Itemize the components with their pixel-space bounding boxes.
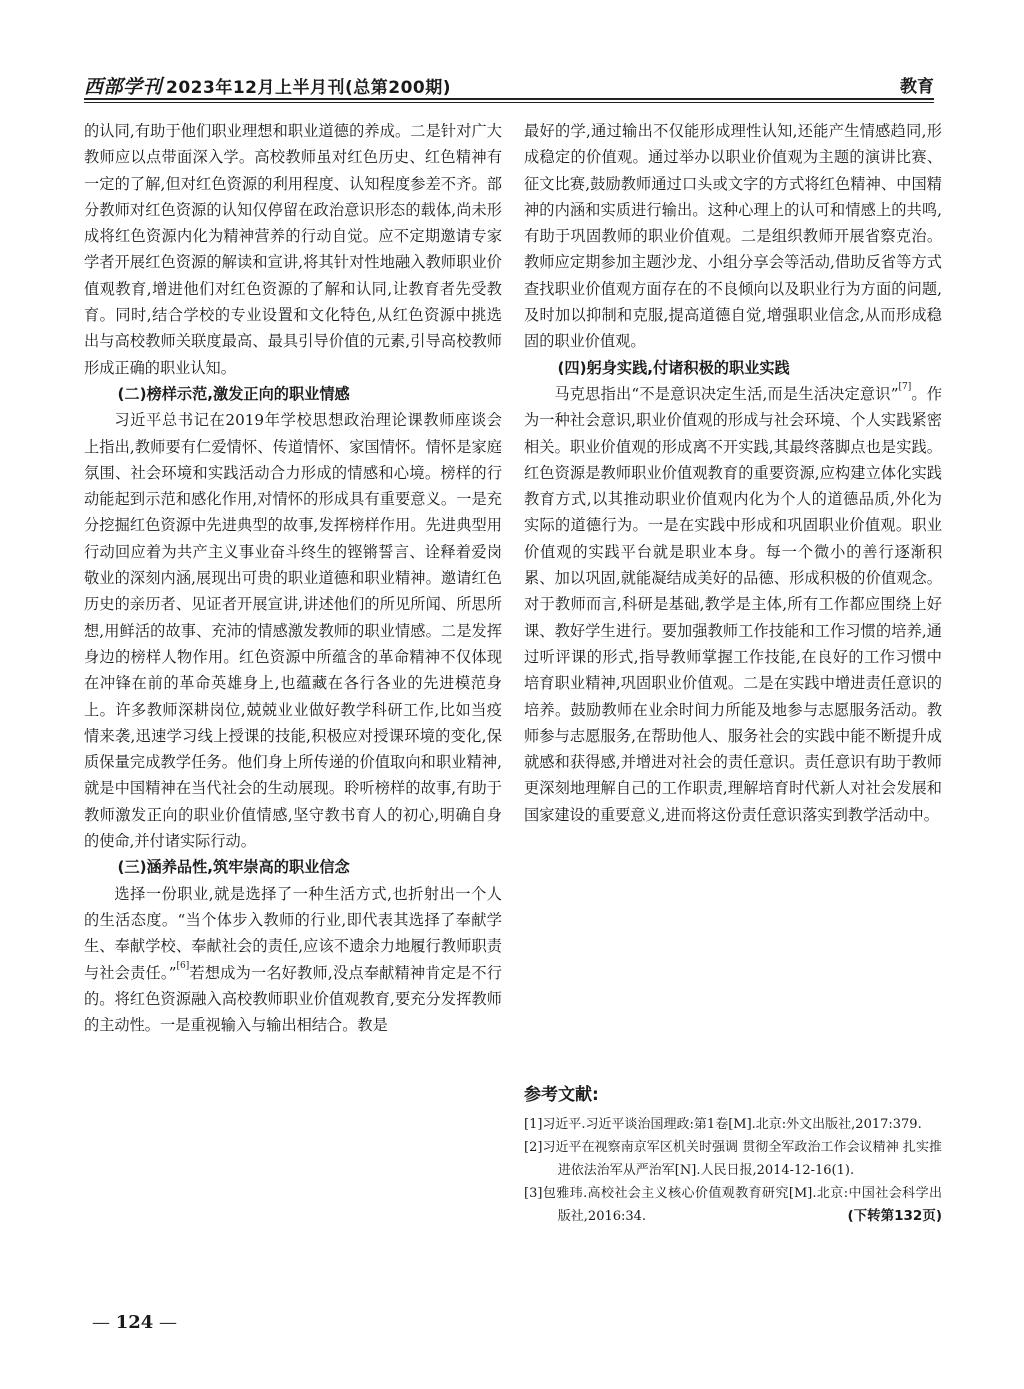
- right-column: [524, 118, 942, 828]
- page-number: — 124 —: [92, 1312, 178, 1333]
- section-heading: (二)榜样示范,激发正向的职业情感: [117, 384, 350, 403]
- continued-note: (下转第132页): [847, 1208, 942, 1224]
- header-rule-thin: [84, 102, 934, 103]
- citation-marker: [7]: [898, 381, 912, 392]
- citation-marker: [6]: [176, 960, 190, 971]
- reference-item: [1]习近平.习近平谈治国理政:第1卷[M].北京:外文出版社,2017:379.: [524, 1117, 922, 1132]
- paragraph: 马克思指出“不是意识决定生活,而是生活决定意识”[7]。作为一种社会意识,职业价值观的形成与社会环境、个人实践紧密相关。职业价值观的形成离不开实践,其最终落脚点也是实践。红色资源是教师职业价值观教育的重要资源,应构建立体化实践教育方式,以其推动职业价值观内化为个人的道德品质,外化为实际的道德行为。一是在实践中形成和巩固职业价值观。职业价值观的实践平台就是职业本身。每一个微小的善行逐渐积累、加以巩固,就能凝结成美好的品德、形成积极的价值观念。对于教师而言,科研是基础,教学是主体,所有工作都应围绕上好课、教好学生进行。要加强教师工作技能和工作习惯的培养,通过听评课的形式,指导教师掌握工作技能,在良好的工作习惯中培育职业精神,巩固职业价值观。二是在实践中增进责任意识的培养。鼓励教师在业余时间力所能及地参与志愿服务活动。教师参与志愿服务,在帮助他人、服务社会的实践中能不断提升成就感和获得感,并增进对社会的责任意识。责任意识有助于教师更深刻地理解自己的工作职责,理解培育时代新人对社会发展和国家建设的重要意义,进而将这份责任意识落实到教学活动中。: [524, 381, 943, 824]
- references: [524, 1080, 942, 1228]
- reference-item: [3]包雅玮.高校社会主义核心价值观教育研究[M].北京:中国社会科学出版社,2016:34. (下转第132页): [524, 1182, 942, 1228]
- section-label: 教育: [900, 77, 934, 97]
- section-heading: (三)涵养品性,筑牢崇高的职业信念: [117, 858, 350, 877]
- reference-list: [524, 1113, 942, 1228]
- journal-logo: 西部学刊: [84, 76, 163, 98]
- section-heading: (四)躬身实践,付诸积极的职业实践: [557, 358, 790, 377]
- running-header: [84, 70, 934, 104]
- paragraph: 习近平总书记在2019年学校思想政治理论课教师座谈会上指出,教师要有仁爱情怀、传道情怀、家国情怀。情怀是家庭氛围、社会环境和实践活动合力形成的情感和心境。榜样的行动能起到示范和感化作用,对情怀的形成具有重要意义。一是充分挖掘红色资源中先进典型的故事,发挥榜样作用。先进典型用行动回应着为共产主义事业奋斗终生的铿锵誓言、诠释着爱岗敬业的深刻内涵,展现出可贵的职业道德和职业精神。邀请红色历史的亲历者、见证者开展宣讲,讲述他们的所见所闻、所思所想,用鲜活的故事、充沛的情感激发教师的职业情感。二是发挥身边的榜样人物作用。红色资源中所蕴含的革命精神不仅体现在冲锋在前的革命英雄身上,也蕴藏在各行各业的先进模范身上。许多教师深耕岗位,兢兢业业做好教学科研工作,比如当疫情来袭,迅速学习线上授课的技能,积极应对授课环境的变化,保质保量完成教学任务。他们身上所传递的价值取向和职业精神,就是中国精神在当代社会的生动展现。聆听榜样的故事,有助于教师激发正向的职业价值情感,坚守教书育人的初心,明确自身的使命,并付诸实际行动。: [84, 411, 502, 851]
- page-number-value: 124: [115, 1312, 154, 1333]
- references-heading: 参考文献:: [524, 1085, 599, 1105]
- reference-item: [2]习近平在视察南京军区机关时强调 贯彻全军政治工作会议精神 扎实推进依法治军从严治军[N].人民日报,2014-12-16(1).: [524, 1140, 942, 1178]
- left-column: [84, 118, 502, 1038]
- paragraph: 选择一份职业,就是选择了一种生活方式,也折射出一个人的生活态度。“当个体步入教师的行业,即代表其选择了奉献学生、奉献学校、奉献社会的责任,应该不遗余力地履行教师职责与社会责任。”[6]若想成为一名好教师,没点奉献精神肯定是不行的。将红色资源融入高校教师职业价值观教育,要充分发挥教师的主动性。一是重视输入与输出相结合。教是: [84, 884, 502, 1035]
- paragraph: 的认同,有助于他们职业理想和职业道德的养成。二是针对广大教师应以点带面深入学。高校教师虽对红色历史、红色精神有一定的了解,但对红色资源的利用程度、认知程度参差不齐。部分教师对红色资源的认知仅停留在政治意识形态的载体,尚未形成将红色资源内化为精神营养的行动自觉。应不定期邀请专家学者开展红色资源的解读和宣讲,将其针对性地融入教师职业价值观教育,增进他们对红色资源的了解和认同,让教育者先受教育。同时,结合学校的专业设置和文化特色,从红色资源中挑选出与高校教师关联度最高、最具引导价值的元素,引导高校教师形成正确的职业认知。: [84, 122, 502, 377]
- issue-info: 2023年12月上半月刊(总第200期): [166, 78, 452, 98]
- header-rule: [84, 98, 934, 100]
- paragraph: 最好的学,通过输出不仅能形成理性认知,还能产生情感趋同,形成稳定的价值观。通过举办以职业价值观为主题的演讲比赛、征文比赛,鼓励教师通过口头或文字的方式将红色精神、中国精神的内涵和实质进行输出。这种心理上的认可和情感上的共鸣,有助于巩固教师的职业价值观。二是组织教师开展省察克治。教师应定期参加主题沙龙、小组分享会等活动,借助反省等方式查找职业价值观方面存在的不良倾向以及职业行为方面的问题,及时加以抑制和克服,提高道德自觉,增强职业信念,从而形成稳固的职业价值观。: [524, 122, 942, 351]
- journal-title: [84, 72, 451, 99]
